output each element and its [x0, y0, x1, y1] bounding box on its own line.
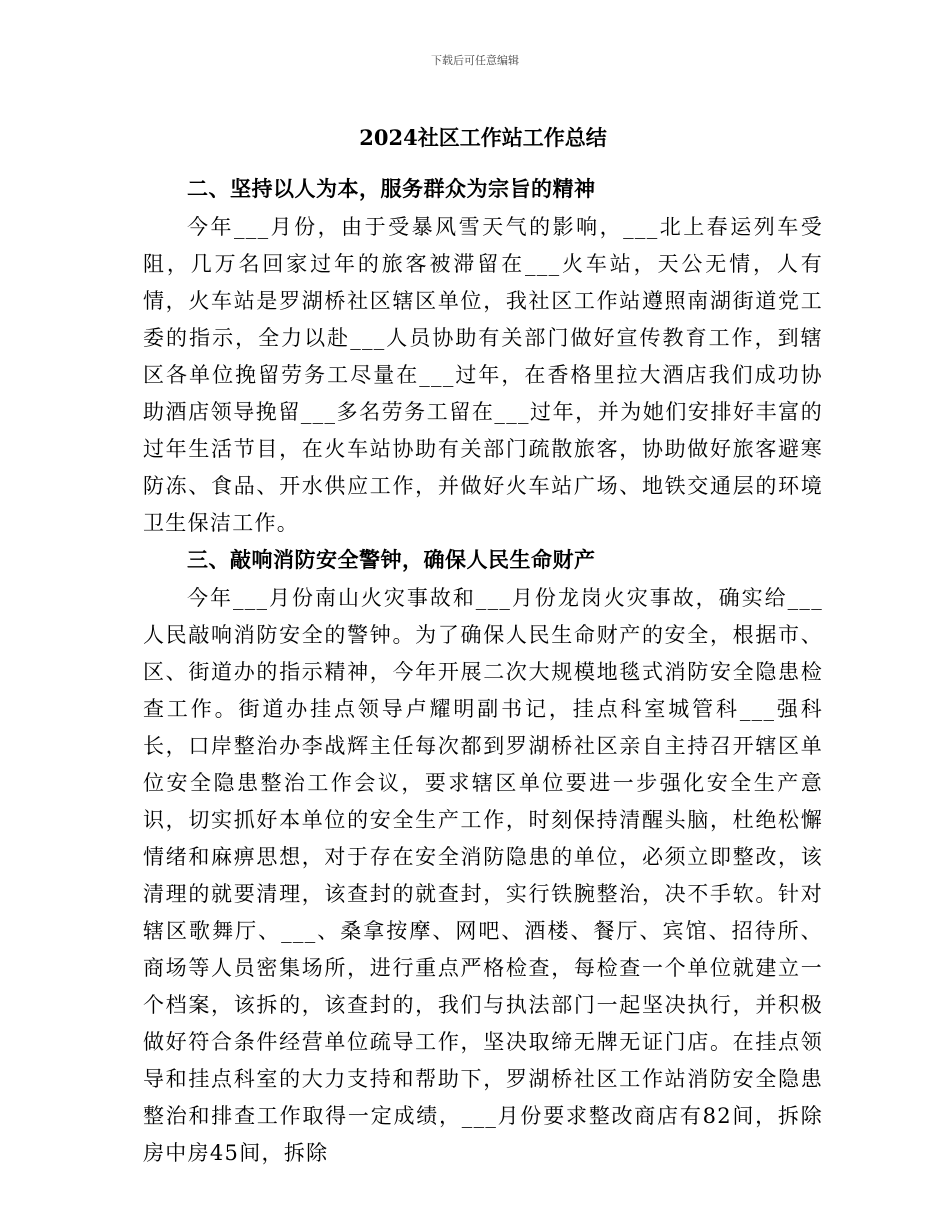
document-body — [143, 120, 823, 1172]
section-heading: 三、敲响消防安全警钟，确保人民生命财产 — [187, 547, 596, 572]
page-header-note: 下载后可任意编辑 — [431, 54, 519, 67]
section-paragraph: 今年___月份南山火灾事故和___月份龙岗火灾事故，确实给___人民敲响消防安全的警钟。为了确保人民生命财产的安全，根据市、区、街道办的指示精神，今年开展二次大规模地毯式消防安全隐患检查工作。街道办挂点领导卢耀明副书记，挂点科室城管科___强科长，口岸整治办李战辉主任每次都到罗湖桥社区亲自主持召开辖区单位安全隐患整治工作会议，要求辖区单位要进一步强化安全生产意识，切实抓好本单位的安全生产工作，时刻保持清醒头脑，杜绝松懈情绪和麻痹思想，对于存在安全消防隐患的单位，必须立即整改，该清理的就要清理，该查封的就查封，实行铁腕整治，决不手软。针对辖区歌舞厅、___、桑拿按摩、网吧、酒楼、餐厅、宾馆、招待所、商场等人员密集场所，进行重点严格检查，每检查一个单位就建立一个档案，该拆的，该查封的，我们与执法部门一起坚决执行，并积极做好符合条件经营单位疏导工作，坚决取缔无牌无证门店。在挂点领导和挂点科室的大力支持和帮助下，罗湖桥社区工作站消防安全隐患整治和排查工作取得一定成绩，___月份要求整改商店有82间，拆除房中房45间，拆除 — [143, 586, 823, 1165]
section-heading: 二、坚持以人为本，服务群众为宗旨的精神 — [187, 176, 596, 201]
section-paragraph: 今年___月份，由于受暴风雪天气的影响，___北上春运列车受阻，几万名回家过年的旅客被滞留在___火车站，天公无情，人有情，火车站是罗湖桥社区辖区单位，我社区工作站遵照南湖街道党工委的指示，全力以赴___人员协助有关部门做好宣传教育工作，到辖区各单位挽留劳务工尽量在___过年，在香格里拉大酒店我们成功协助酒店领导挽留___多名劳务工留在___过年，并为她们安排好丰富的过年生活节目，在火车站协助有关部门疏散旅客，协助做好旅客避寒防冻、食品、开水供应工作，并做好火车站广场、地铁交通层的环境卫生保洁工作。 — [143, 215, 823, 535]
document-title: 2024社区工作站工作总结 — [359, 125, 607, 150]
